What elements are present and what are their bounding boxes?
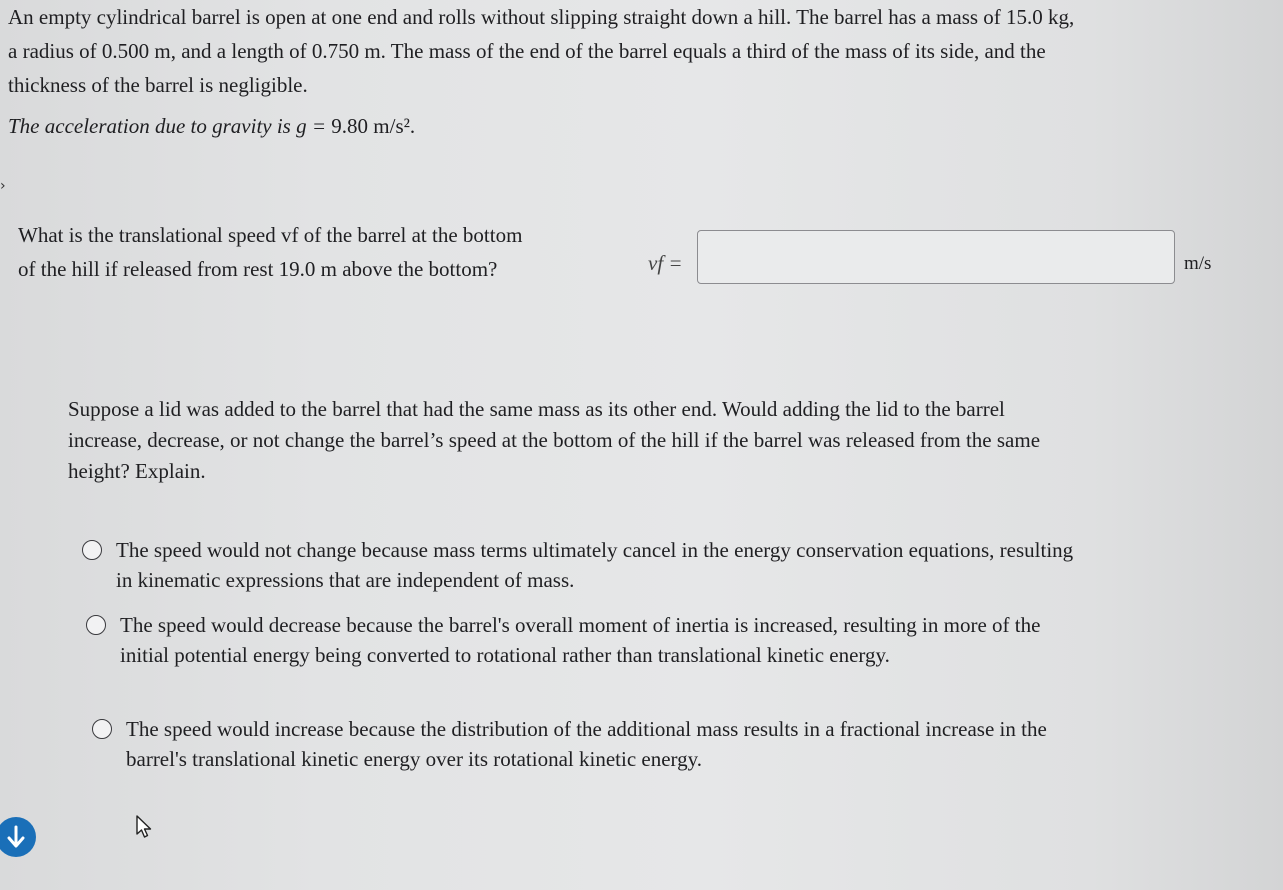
edge-marker: › <box>0 178 6 194</box>
option-decrease[interactable] <box>86 610 1126 670</box>
answer-unit: m/s <box>1184 253 1212 274</box>
answer-label: vf = <box>648 251 683 275</box>
radio-no-change[interactable] <box>82 540 102 560</box>
question-2-line-3: height? Explain. <box>68 459 206 483</box>
question-2-line-2: increase, decrease, or not change the barrel’s speed at the bottom of the hill if the barrel was released from the same <box>68 428 1041 452</box>
option-decrease-line-1: The speed would decrease because the barrel's overall moment of inertia is increased, resulting in more of the <box>120 613 1041 637</box>
option-increase[interactable] <box>92 714 1122 774</box>
gravity-prefix: The acceleration due to gravity is g = <box>8 114 332 138</box>
final-speed-input[interactable] <box>697 230 1175 284</box>
radio-decrease[interactable] <box>86 615 106 635</box>
problem-line-2: a radius of 0.500 m, and a length of 0.750 m. The mass of the end of the barrel equals a third of the mass of its side, and the <box>8 39 1046 63</box>
question-2 <box>68 394 1158 487</box>
option-no-change-text <box>116 535 1073 595</box>
option-increase-line-1: The speed would increase because the distribution of the additional mass results in a fractional increase in the <box>126 717 1047 741</box>
option-increase-line-2: barrel's translational kinetic energy over its rotational kinetic energy. <box>126 747 703 771</box>
problem-statement <box>8 0 1268 102</box>
question-1-line-1: What is the translational speed vf of the barrel at the bottom <box>18 223 523 247</box>
question-1 <box>18 218 598 286</box>
down-arrow-glyph <box>6 825 26 849</box>
option-increase-text <box>126 714 1047 774</box>
option-no-change[interactable] <box>82 535 1162 595</box>
option-decrease-line-2: initial potential energy being converted to rotational rather than translational kinetic energy. <box>120 643 890 667</box>
gravity-note <box>8 114 415 139</box>
question-2-line-1: Suppose a lid was added to the barrel that had the same mass as its other end. Would adding the lid to the barrel <box>68 397 1005 421</box>
option-decrease-text <box>120 610 1040 670</box>
option-no-change-line-2: in kinematic expressions that are independent of mass. <box>116 568 575 592</box>
mouse-pointer-icon <box>135 815 153 839</box>
question-1-line-2: of the hill if released from rest 19.0 m above the bottom? <box>18 257 498 281</box>
problem-line-3: thickness of the barrel is negligible. <box>8 73 308 97</box>
radio-increase[interactable] <box>92 719 112 739</box>
gravity-value: 9.80 m/s². <box>331 114 416 138</box>
problem-line-1: An empty cylindrical barrel is open at one end and rolls without slipping straight down a hill. The barrel has a mass of 15.0 kg, <box>8 5 1075 29</box>
option-no-change-line-1: The speed would not change because mass terms ultimately cancel in the energy conservation equations, resulting <box>116 538 1074 562</box>
down-arrow-icon[interactable] <box>0 817 36 857</box>
